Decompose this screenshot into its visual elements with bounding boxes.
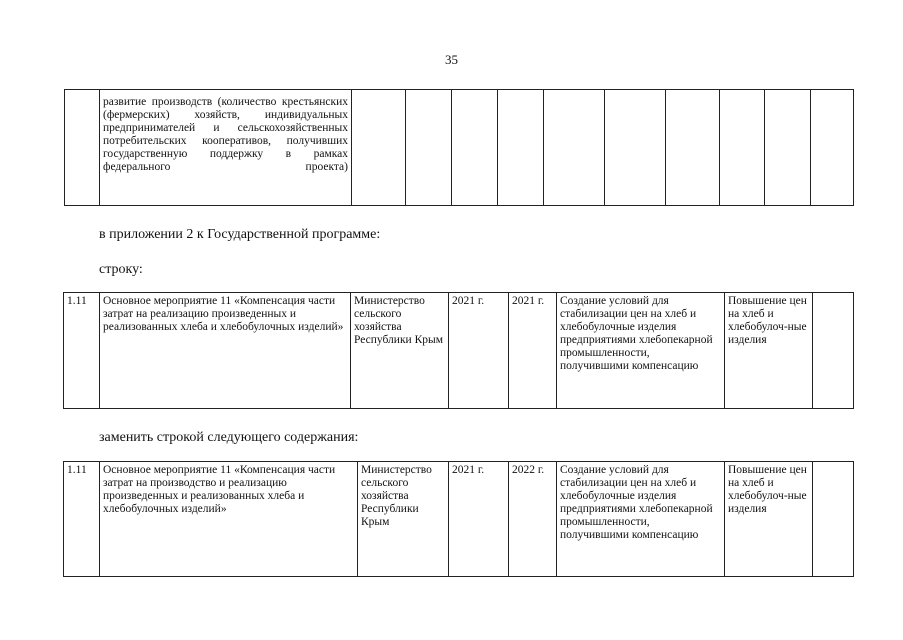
row-code: 1.11 xyxy=(64,462,100,577)
paragraph-appendix-2: в приложении 2 к Государственной программе: xyxy=(99,227,381,242)
table-cell xyxy=(720,90,765,206)
start-year: 2021 г. xyxy=(449,462,509,577)
page-number: 35 xyxy=(445,52,458,67)
table-row xyxy=(64,462,854,577)
end-year: 2022 г. xyxy=(509,462,557,577)
table-cell xyxy=(406,90,452,206)
table-row xyxy=(65,90,854,206)
paragraph-row-label: строку: xyxy=(99,262,143,277)
activity-table-new xyxy=(63,461,854,577)
consequence-indicator: Повышение цен на хлеб и хлебобулоч-ные изделия xyxy=(725,462,813,577)
expected-result: Создание условий для стабилизации цен на хлеб и хлебобулочные изделия предприятиями хлебопекарной промышленности, получившими компенсацию xyxy=(557,293,725,409)
indicator-description: развитие производств (количество крестьянских (фермерских) хозяйств, индивидуальных предпринимателей и сельскохозяйственных потребительских кооперативов, получивших государственную поддержку в рамках федерального проекта) xyxy=(100,90,352,206)
expected-result: Создание условий для стабилизации цен на хлеб и хлебобулочные изделия предприятиями хлебопекарной промышленности, получившими компенсацию xyxy=(557,462,725,577)
table-cell xyxy=(65,90,100,206)
event-name: Основное мероприятие 11 «Компенсация части затрат на производство и реализацию произведенных и реализованных хлеба и хлебобулочных изделий» xyxy=(100,462,358,577)
table-cell xyxy=(352,90,406,206)
executor: Министерство сельского хозяйства Республики Крым xyxy=(358,462,449,577)
table-cell xyxy=(498,90,544,206)
table-cell xyxy=(605,90,666,206)
table-cell xyxy=(544,90,605,206)
paragraph-replace-with: заменить строкой следующего содержания: xyxy=(99,430,359,445)
event-name: Основное мероприятие 11 «Компенсация части затрат на реализацию произведенных и реализованных хлеба и хлебобулочных изделий» xyxy=(100,293,351,409)
activity-table-old xyxy=(63,292,854,409)
table-cell xyxy=(452,90,498,206)
executor: Министерство сельского хозяйства Республики Крым xyxy=(351,293,449,409)
start-year: 2021 г. xyxy=(449,293,509,409)
table-row xyxy=(64,293,854,409)
row-code: 1.11 xyxy=(64,293,100,409)
table-cell xyxy=(813,293,854,409)
end-year: 2021 г. xyxy=(509,293,557,409)
table-cell xyxy=(811,90,854,206)
table-cell xyxy=(813,462,854,577)
consequence-indicator: Повышение цен на хлеб и хлебобулоч-ные изделия xyxy=(725,293,813,409)
indicator-table-continuation xyxy=(64,89,854,206)
table-cell xyxy=(666,90,720,206)
table-cell xyxy=(765,90,811,206)
